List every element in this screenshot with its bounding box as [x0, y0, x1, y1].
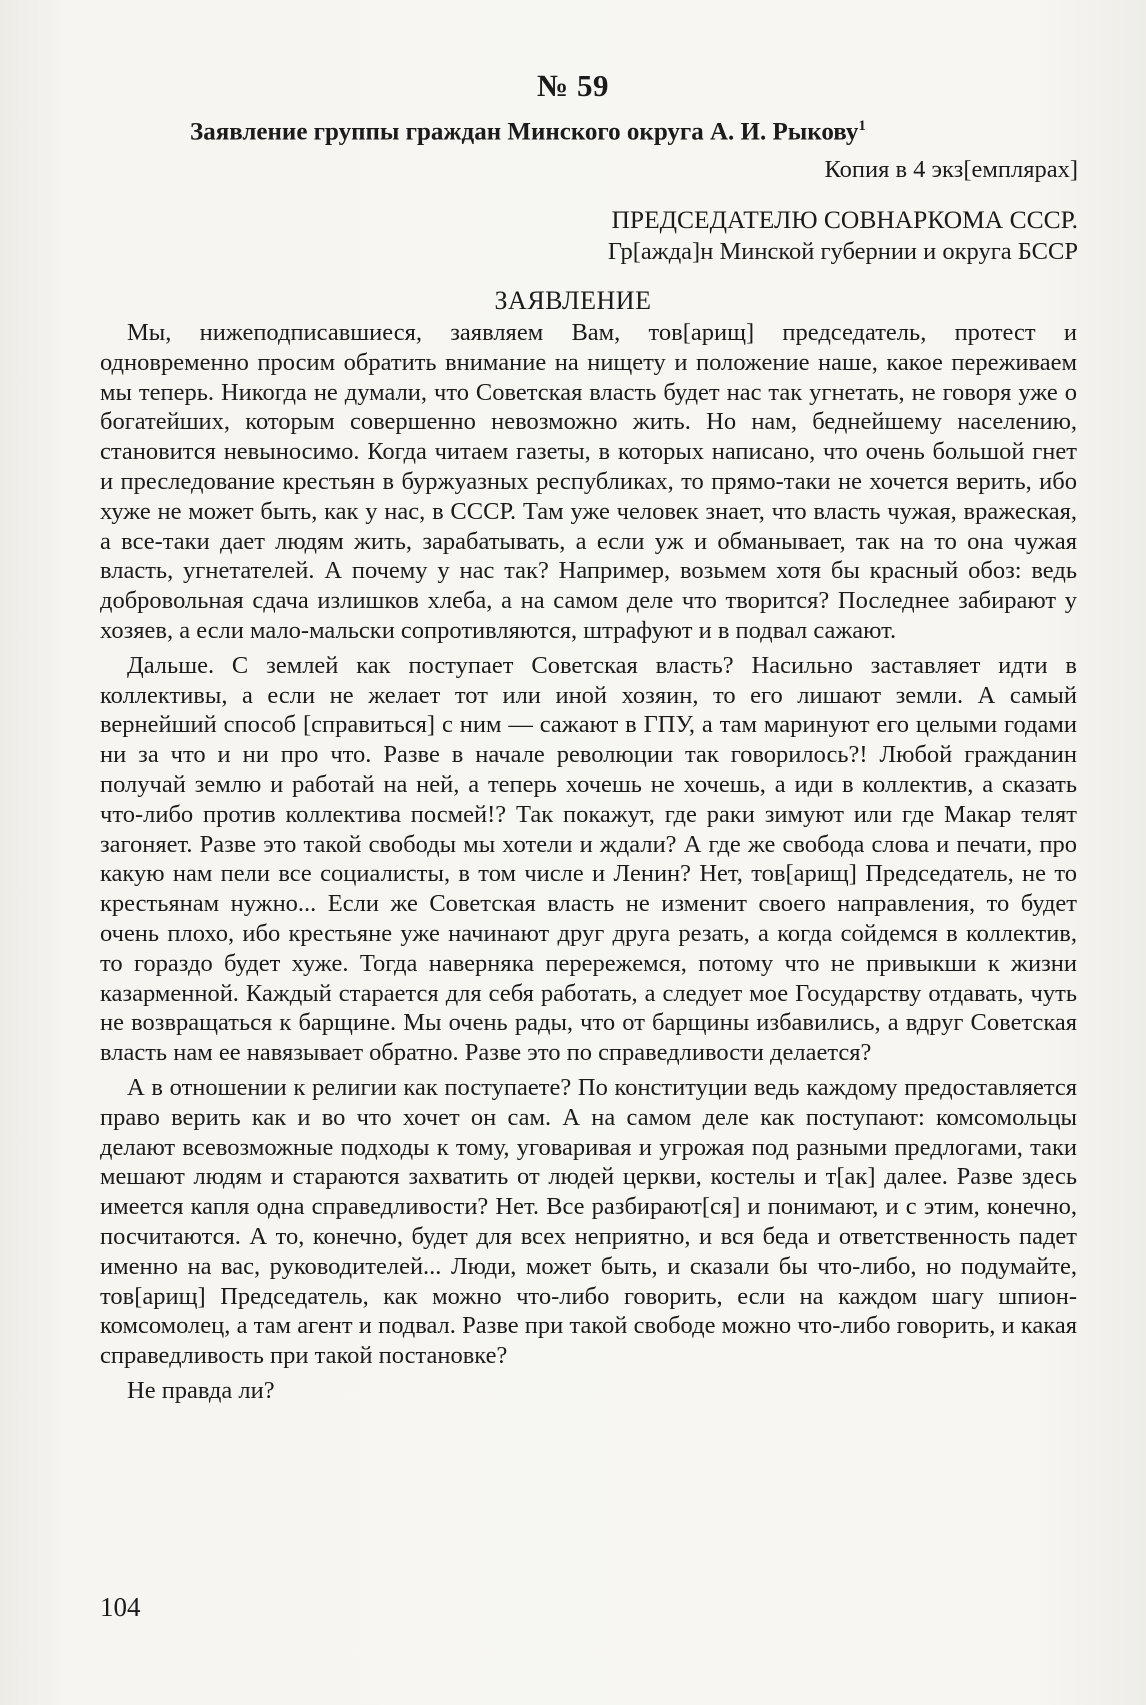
addressee: ПРЕДСЕДАТЕЛЮ СОВНАРКОМА СССР. [611, 205, 1078, 234]
document-number: № 59 [537, 68, 609, 103]
paragraph-4: Не правда ли? [127, 1376, 275, 1404]
paragraph-2: Дальше. С землей как поступает Советская власть? Насильно заставляет идти в коллективы, а если не желает тот или иной хозяин, то его лишают земли. А самый вернейший способ [справиться] с ним — сажают в ГПУ, а там маринуют его целыми годами ни за что и ни про что. Разве в начале революции так говорилось?! Любой гражданин получай землю и работай на ней, а теперь хочешь не хочешь, а иди в коллектив, а сказать что-либо против коллектива посмей!? Так покажут, где раки зимуют или где Макар телят загоняет. Разве это такой свободы мы хотели и ждали? А где же свобода слова и печати, про какую нам пели все социалисты, в том числе и Ленин? Нет, тов[арищ] Председатель, не то крестьянам нужно... Если же Советская власть не изменит своего направления, то будет очень плохо, ибо крестьяне уже начинают друг друга резать, а когда сойдемся в коллектив, то гораздо будет хуже. Тогда наверняка перережемся, потому что не привыкши к жизни казарменной. Каждый старается для себя работать, а следует мое Государству отдавать, чуть не возвращаться к барщине. Мы очень рады, что от барщины избавились, а вдруг Советская власть нам ее навязывает обратно. Разве это по справедливости делается? [100, 651, 1077, 1067]
statement-body [100, 318, 1077, 1411]
copy-note: Копия в 4 экз[емплярах] [824, 156, 1078, 183]
paragraph-3: А в отношении к религии как поступаете? По конституции ведь каждому предоставляется право верить как и во что хочет он сам. А на самом деле как поступают: комсомольцы делают всевозможные подходы к тому, уговаривая и угрожая под разными предлогами, таки мешают людям и стараются захватить от людей церкви, костелы и т[ак] далее. Разве здесь имеется капля одна справедливости? Нет. Все разбирают[ся] и понимают, и с этим, конечно, посчитаются. А то, конечно, будет для всех неприятно, и вся беда и ответственность падет именно на вас, руководителей... Люди, может быть, и сказали бы что-либо, но подумайте, тов[арищ] Председатель, как можно что-либо говорить, если на каждом шагу шпион-комсомолец, а там агент и подвал. Разве при такой свободе можно что-либо говорить, и какая справедливость при такой постановке? [100, 1073, 1077, 1370]
sender: Гр[ажда]н Минской губернии и округа БССР [607, 238, 1078, 265]
statement-heading: ЗАЯВЛЕНИЕ [494, 286, 652, 315]
paragraph-1: Мы, нижеподписавшиеся, заявляем Вам, тов[арищ] председатель, протест и одновременно просим обратить внимание на нищету и положение наше, какое переживаем мы теперь. Никогда не думали, что Советская власть будет нас так угнетать, не говоря уже о богатейших, которым совершенно невозможно жить. Но нам, беднейшему населению, становится невыносимо. Когда читаем газеты, в которых написано, что очень большой гнет и преследование крестьян в буржуазных республиках, то прямо-таки не хочется верить, ибо хуже не может быть, как у нас, в СССР. Там уже человек знает, что власть чужая, вражеская, а все-таки дает людям жить, зарабатывать, а если уж и обманывает, так на то она чужая власть, угнетателей. А почему у нас так? Например, возьмем хотя бы красный обоз: ведь добровольная сдача излишков хлеба, а на самом деле что творится? Последнее забирают у хозяев, а если мало-мальски сопротивляются, штрафуют и в подвал сажают. [100, 319, 1077, 644]
title-footnote-marker: 1 [858, 118, 866, 134]
document-title-text: Заявление группы граждан Минского округа А. И. Рыкову [190, 118, 859, 146]
document-title [190, 118, 1030, 146]
page-number: 104 [100, 1592, 141, 1622]
